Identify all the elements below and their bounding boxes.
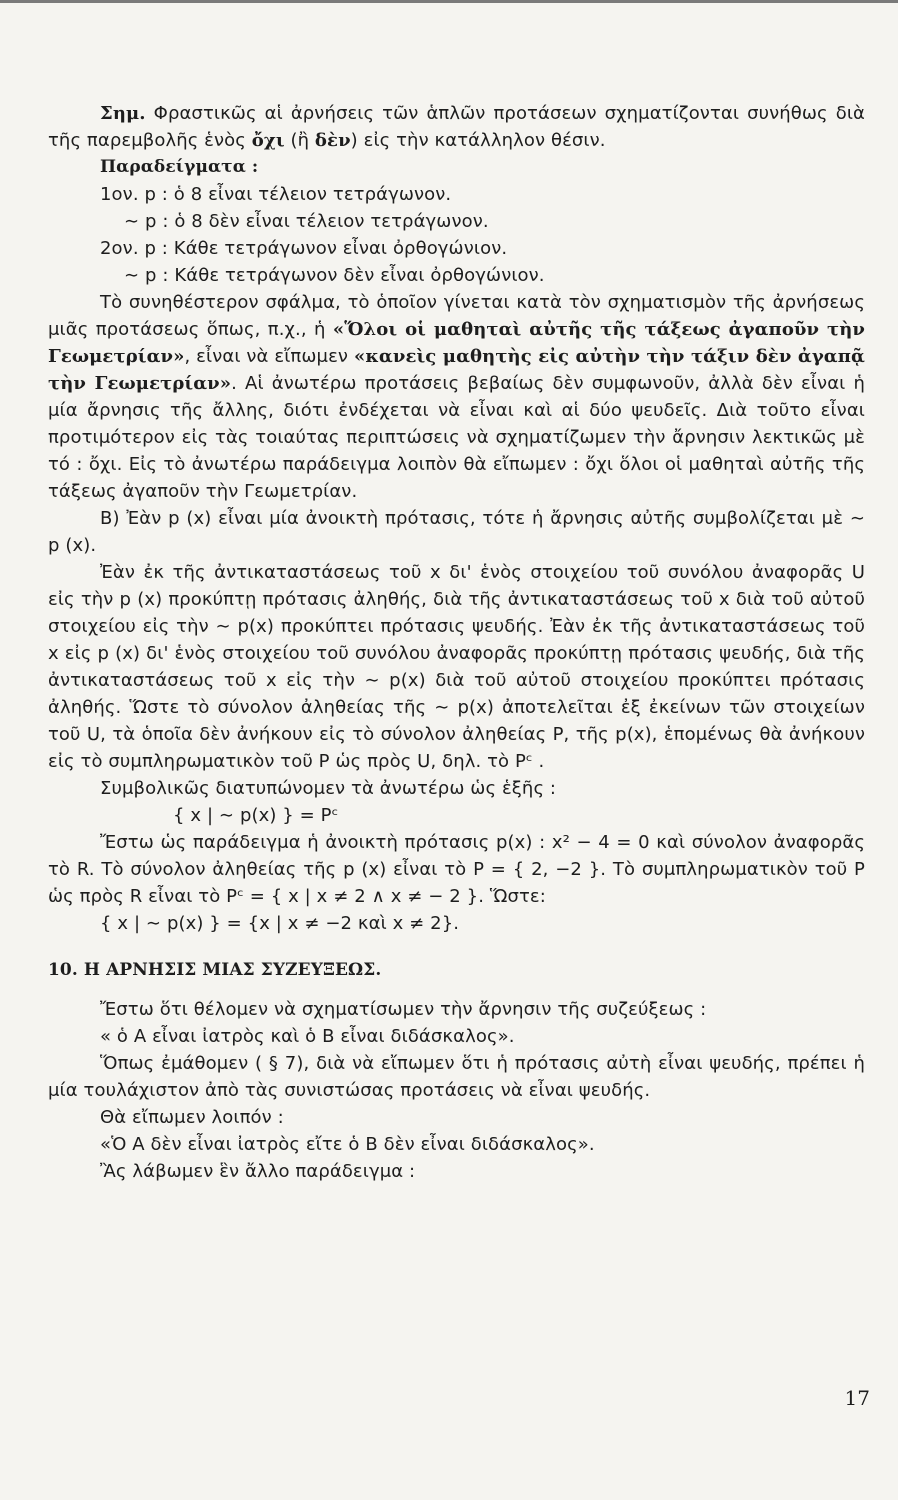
section-heading — [48, 957, 865, 984]
formula-result: { x | ∼ p(x) } = {x | x ≠ −2 καὶ x ≠ 2}. — [100, 913, 460, 934]
quote-negation: «Ὁ Α δὲν εἶναι ἰατρὸς εἴτε ὁ Β δὲν εἶναι διδάσκαλος». — [100, 1134, 595, 1155]
examples-heading: Παραδείγματα : — [100, 157, 259, 177]
note-text-end: ) εἰς τὴν κατάλληλον θέσιν. — [350, 130, 606, 151]
para1-quote-no-student: «κανεὶς μαθητὴς εἰς αὐτὴν τὴν τάξιν δὲν ἀγαπᾷ τὴν Γεωμετρίαν» — [48, 346, 865, 394]
page-body — [48, 100, 865, 1185]
section-number: 10. — [48, 960, 78, 980]
note-bold-den: δὲν — [314, 130, 351, 151]
paragraph-common-error — [48, 289, 865, 505]
paragraph-conjunction-intro: Ἔστω ὅτι θέλομεν νὰ σχηματίσωμεν τὴν ἄρνησιν τῆς συζεύξεως : — [100, 999, 707, 1020]
para1-text-c: , εἶναι νὰ εἴπωμεν — [184, 346, 354, 367]
paragraph-symbolic: Συμβολικῶς διατυπώνομεν τὰ ἀνωτέρω ὡς ἑξῆς : — [100, 778, 557, 799]
paragraph-open-sentence: Β) Ἐὰν p (x) εἶναι μία ἀνοικτὴ πρότασις, τότε ἡ ἄρνησις αὐτῆς συμβολίζεται μὲ ∼ p (x). — [48, 508, 865, 556]
para1-quote-all-students: «Ὅλοι οἱ μαθηταὶ αὐτῆς τῆς τάξεως ἀγαποῦν τὴν Γεωμετρίαν» — [48, 319, 865, 367]
section-title: Η ΑΡΝΗΣΙΣ ΜΙΑΣ ΣΥΖΕΥΞΕΩΣ. — [83, 960, 382, 980]
page-number: 17 — [844, 1386, 870, 1410]
paragraph-substitution: Ἐὰν ἐκ τῆς ἀντικαταστάσεως τοῦ x δι' ἑνὸς στοιχείου τοῦ συνόλου ἀναφορᾶς U εἰς τὴν p (x) προκύπτῃ πρότασις ἀληθής, διὰ τῆς ἀντικαταστάσεως τοῦ x διὰ τοῦ αὐτοῦ στοιχείου εἰς τὴν ∼ p(x) προκύπτει πρότασις ψευδής. Ἐὰν ἐκ τῆς ἀντικαταστάσεως τοῦ x εἰς p (x) δι' ἑνὸς στοιχείου τοῦ συνόλου ἀναφορᾶς προκύπτῃ πρότασις ψευδής, διὰ τῆς ἀντικαταστάσεως τοῦ x εἰς τὴν ∼ p(x) διὰ τοῦ αὐτοῦ στοιχείου προκύπτει πρότασις ἀληθής. Ὥστε τὸ σύνολον ἀληθείας τῆς ∼ p(x) ἀποτελεῖται ἐξ ἐκείνων τῶν στοιχείων τοῦ U, τὰ ὁποῖα δὲν ἀνήκουν εἰς τὸ σύνολον ἀληθείας P, τῆς p(x), ἑπομένως θὰ ἀνήκουν εἰς τὸ συμπληρωματικὸν τοῦ P ὡς πρὸς U, δηλ. τὸ Pᶜ . — [48, 562, 865, 772]
note-bold-ochi: ὄχι — [251, 130, 285, 151]
paragraph-as-learned: Ὅπως ἐμάθομεν ( § 7), διὰ νὰ εἴπωμεν ὅτι ἡ πρότασις αὐτὴ εἶναι ψευδής, πρέπει ἡ μία τουλάχιστον ἀπὸ τὰς συνιστώσας προτάσεις νὰ εἶναι ψευδής. — [48, 1053, 865, 1101]
paragraph-example: Ἔστω ὡς παράδειγμα ἡ ἀνοικτὴ πρότασις p(x) : x² − 4 = 0 καὶ σύνολον ἀναφορᾶς τὸ R. Τὸ σύνολον ἀληθείας τῆς p (x) εἶναι τὸ P = { 2, −2 }. Τὸ συμπληρωματικὸν τοῦ P ὡς πρὸς R εἶναι τὸ Pᶜ = { x | x ≠ 2 ∧ x ≠ − 2 }. Ὥστε: — [48, 832, 865, 907]
para1-text-e: . Αἱ ἀνωτέρω προτάσεις βεβαίως δὲν συμφωνοῦν, ἀλλὰ δὲν εἶναι ἡ μία ἄρνησις τῆς ἄλλης, διότι ἐνδέχεται νὰ εἶναι καὶ αἱ δύο ψευδεῖς. Διὰ τοῦτο εἶναι προτιμότερον εἰς τὰς τοιαύτας περιπτώσεις νὰ σχηματίζωμεν τὴν ἄρνησιν λεκτικῶς μὲ τό : ὄχι. Εἰς τὸ ἀνωτέρω παράδειγμα λοιπὸν θὰ εἴπωμεν : ὄχι ὅλοι οἱ μαθηταὶ αὐτῆς τῆς τάξεως ἀγαποῦν τὴν Γεωμετρίαν. — [48, 373, 865, 502]
example-line-2: ∼ p : ὁ 8 δὲν εἶναι τέλειον τετράγωνον. — [124, 211, 489, 232]
note-text-mid: (ἢ — [284, 130, 315, 151]
paragraph-another-example: Ἂς λάβωμεν ἓν ἄλλο παράδειγμα : — [100, 1161, 416, 1182]
example-line-4: ∼ p : Κάθε τετράγωνον δὲν εἶναι ὀρθογώνιον. — [124, 265, 545, 286]
example-line-3: 2ον. p : Κάθε τετράγωνον εἶναι ὀρθογώνιον. — [100, 238, 508, 259]
example-line-1: 1ον. p : ὁ 8 εἶναι τέλειον τετράγωνον. — [100, 184, 452, 205]
quote-doctor-teacher: « ὁ Α εἶναι ἰατρὸς καὶ ὁ Β εἶναι διδάσκαλος». — [100, 1026, 515, 1047]
paragraph-we-will-say: Θὰ εἴπωμεν λοιπόν : — [100, 1107, 284, 1128]
note-paragraph — [48, 100, 865, 154]
page-top-rule — [0, 0, 898, 3]
formula-complement: { x | ∼ p(x) } = Pᶜ — [173, 805, 339, 826]
note-label: Σημ. — [100, 103, 146, 124]
para1-text-a: Τὸ συνηθέστερον σφάλμα, τὸ ὁποῖον γίνεται κατὰ τὸν σχηματισμὸν τῆς ἀρνήσεως μιᾶς προτάσεως ὅπως, π.χ., ἡ — [48, 292, 865, 340]
note-text: Φραστικῶς αἱ ἀρνήσεις τῶν ἁπλῶν προτάσεων σχηματίζονται συνήθως διὰ τῆς παρεμβολῆς ἑνὸς — [48, 103, 865, 151]
